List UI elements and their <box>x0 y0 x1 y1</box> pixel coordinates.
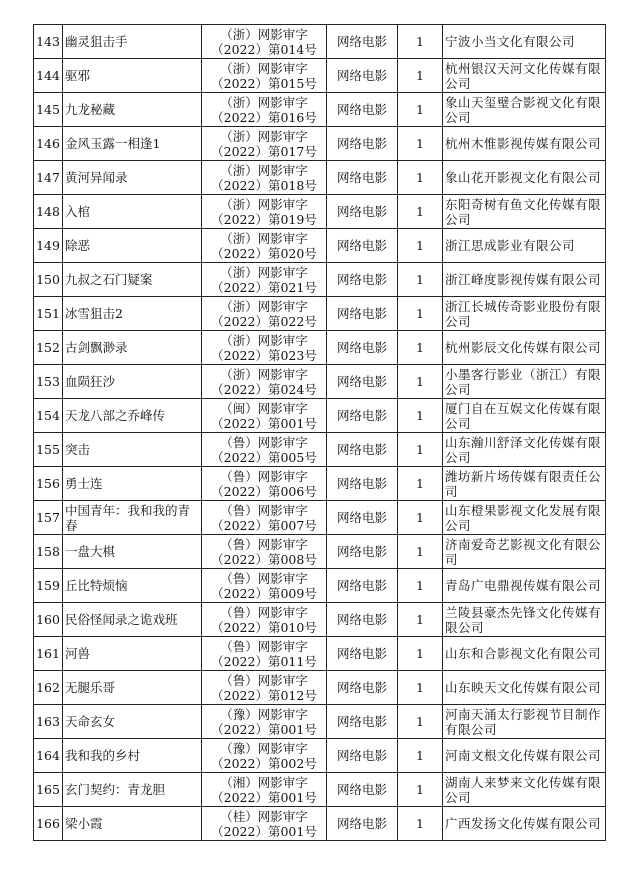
permit-number <box>202 25 327 59</box>
episode-count: 1 <box>398 807 443 841</box>
table-row <box>34 399 606 433</box>
production-company: 象山花开影视文化有限公司 <box>443 161 606 195</box>
film-type: 网络电影 <box>327 161 398 195</box>
table-row <box>34 603 606 637</box>
permit-line-1: （鲁）网影审字 <box>220 536 308 552</box>
permit-line-1: （鲁）网影审字 <box>220 434 308 450</box>
table-row <box>34 637 606 671</box>
film-title: 古剑飘渺录 <box>63 331 202 365</box>
permit-line-2: （2022）第009号 <box>211 585 317 601</box>
table-row <box>34 93 606 127</box>
production-company: 杭州银汉天河文化传媒有限公司 <box>443 59 606 93</box>
permit-line-1: （鲁）网影审字 <box>220 604 308 620</box>
film-type: 网络电影 <box>327 501 398 535</box>
permit-number <box>202 399 327 433</box>
permit-line-2: （2022）第001号 <box>211 721 317 737</box>
film-type: 网络电影 <box>327 229 398 263</box>
table-row <box>34 365 606 399</box>
episode-count: 1 <box>398 535 443 569</box>
permit-line-2: （2022）第014号 <box>211 41 317 57</box>
permit-number <box>202 501 327 535</box>
row-number: 143 <box>34 25 63 59</box>
episode-count: 1 <box>398 195 443 229</box>
production-company: 山东瀚川舒泽文化传媒有限公司 <box>443 433 606 467</box>
episode-count: 1 <box>398 127 443 161</box>
permit-line-2: （2022）第019号 <box>211 211 317 227</box>
production-company: 河南文根文化传媒有限公司 <box>443 739 606 773</box>
production-company: 山东橙果影视文化发展有限公司 <box>443 501 606 535</box>
film-title: 天命玄女 <box>63 705 202 739</box>
table-body <box>34 25 606 841</box>
permit-line-1: （浙）网影审字 <box>220 128 308 144</box>
permit-number <box>202 263 327 297</box>
table-row <box>34 773 606 807</box>
film-title: 丘比特烦恼 <box>63 569 202 603</box>
row-number: 152 <box>34 331 63 365</box>
permit-line-1: （浙）网影审字 <box>220 298 308 314</box>
permit-line-2: （2022）第021号 <box>211 279 317 295</box>
table-row <box>34 127 606 161</box>
film-type: 网络电影 <box>327 739 398 773</box>
permit-number <box>202 331 327 365</box>
table-row <box>34 671 606 705</box>
episode-count: 1 <box>398 433 443 467</box>
production-company: 宁波小当文化有限公司 <box>443 25 606 59</box>
film-type: 网络电影 <box>327 705 398 739</box>
row-number: 153 <box>34 365 63 399</box>
permit-number <box>202 569 327 603</box>
permit-line-1: （鲁）网影审字 <box>220 638 308 654</box>
film-title: 金风玉露一相逢1 <box>63 127 202 161</box>
row-number: 166 <box>34 807 63 841</box>
film-type: 网络电影 <box>327 365 398 399</box>
permit-line-1: （桂）网影审字 <box>220 808 308 824</box>
permit-number <box>202 637 327 671</box>
film-type: 网络电影 <box>327 263 398 297</box>
table-row <box>34 807 606 841</box>
row-number: 151 <box>34 297 63 331</box>
table-row <box>34 535 606 569</box>
film-type: 网络电影 <box>327 297 398 331</box>
film-title: 一盘大棋 <box>63 535 202 569</box>
permit-number <box>202 705 327 739</box>
permit-line-1: （豫）网影审字 <box>220 706 308 722</box>
film-type: 网络电影 <box>327 467 398 501</box>
production-company: 杭州影辰文化传媒有限公司 <box>443 331 606 365</box>
film-title: 血陨狂沙 <box>63 365 202 399</box>
production-company: 浙江峰度影视传媒有限公司 <box>443 263 606 297</box>
episode-count: 1 <box>398 399 443 433</box>
film-title: 突击 <box>63 433 202 467</box>
row-number: 163 <box>34 705 63 739</box>
production-company: 山东映天文化传媒有限公司 <box>443 671 606 705</box>
film-title: 河兽 <box>63 637 202 671</box>
permit-number <box>202 93 327 127</box>
permit-number <box>202 161 327 195</box>
table-row <box>34 739 606 773</box>
film-type: 网络电影 <box>327 671 398 705</box>
permit-line-1: （浙）网影审字 <box>220 196 308 212</box>
production-company: 青岛广电鼎视传媒有限公司 <box>443 569 606 603</box>
film-title: 中国青年：我和我的青春 <box>63 501 202 535</box>
permit-number <box>202 229 327 263</box>
production-company: 象山天玺璧合影视文化有限公司 <box>443 93 606 127</box>
row-number: 147 <box>34 161 63 195</box>
production-company: 浙江长城传奇影业股份有限公司 <box>443 297 606 331</box>
film-type: 网络电影 <box>327 433 398 467</box>
permit-number <box>202 365 327 399</box>
episode-count: 1 <box>398 569 443 603</box>
permit-number <box>202 603 327 637</box>
film-type: 网络电影 <box>327 59 398 93</box>
film-title: 入棺 <box>63 195 202 229</box>
permit-line-2: （2022）第006号 <box>211 483 317 499</box>
permit-line-1: （浙）网影审字 <box>220 94 308 110</box>
episode-count: 1 <box>398 467 443 501</box>
production-company: 湖南人来梦来文化传媒有限公司 <box>443 773 606 807</box>
row-number: 155 <box>34 433 63 467</box>
production-company: 济南爱奇艺影视文化有限公司 <box>443 535 606 569</box>
film-title: 九叔之石门疑案 <box>63 263 202 297</box>
film-type: 网络电影 <box>327 569 398 603</box>
row-number: 158 <box>34 535 63 569</box>
permit-number <box>202 671 327 705</box>
table-row <box>34 331 606 365</box>
permit-line-2: （2022）第020号 <box>211 245 317 261</box>
episode-count: 1 <box>398 297 443 331</box>
episode-count: 1 <box>398 637 443 671</box>
film-type: 网络电影 <box>327 637 398 671</box>
episode-count: 1 <box>398 773 443 807</box>
permit-line-1: （鲁）网影审字 <box>220 570 308 586</box>
film-type: 网络电影 <box>327 331 398 365</box>
film-title: 勇士连 <box>63 467 202 501</box>
permit-number <box>202 433 327 467</box>
permit-line-1: （鲁）网影审字 <box>220 672 308 688</box>
permit-line-1: （鲁）网影审字 <box>220 502 308 518</box>
film-title: 梁小霞 <box>63 807 202 841</box>
table-row <box>34 501 606 535</box>
table-row <box>34 25 606 59</box>
permit-line-2: （2022）第015号 <box>211 75 317 91</box>
episode-count: 1 <box>398 263 443 297</box>
production-company: 兰陵县豪杰先锋文化传媒有限公司 <box>443 603 606 637</box>
episode-count: 1 <box>398 229 443 263</box>
permit-number <box>202 807 327 841</box>
production-company: 山东和合影视文化有限公司 <box>443 637 606 671</box>
episode-count: 1 <box>398 603 443 637</box>
film-title: 黄河异闻录 <box>63 161 202 195</box>
table-row <box>34 705 606 739</box>
film-type: 网络电影 <box>327 807 398 841</box>
table-row <box>34 59 606 93</box>
row-number: 164 <box>34 739 63 773</box>
episode-count: 1 <box>398 671 443 705</box>
production-company: 浙江思成影业有限公司 <box>443 229 606 263</box>
film-registration-table <box>33 24 606 841</box>
row-number: 160 <box>34 603 63 637</box>
production-company: 广西发扬文化传媒有限公司 <box>443 807 606 841</box>
permit-line-2: （2022）第017号 <box>211 143 317 159</box>
film-title: 除恶 <box>63 229 202 263</box>
permit-line-1: （浙）网影审字 <box>220 332 308 348</box>
episode-count: 1 <box>398 705 443 739</box>
episode-count: 1 <box>398 331 443 365</box>
row-number: 165 <box>34 773 63 807</box>
film-type: 网络电影 <box>327 93 398 127</box>
row-number: 154 <box>34 399 63 433</box>
film-title: 幽灵狙击手 <box>63 25 202 59</box>
episode-count: 1 <box>398 501 443 535</box>
permit-line-2: （2022）第016号 <box>211 109 317 125</box>
film-type: 网络电影 <box>327 195 398 229</box>
permit-number <box>202 535 327 569</box>
production-company: 小墨客行影业（浙江）有限公司 <box>443 365 606 399</box>
table-row <box>34 297 606 331</box>
film-title: 民俗怪闻录之诡戏班 <box>63 603 202 637</box>
film-type: 网络电影 <box>327 535 398 569</box>
permit-line-2: （2022）第018号 <box>211 177 317 193</box>
film-type: 网络电影 <box>327 773 398 807</box>
permit-line-2: （2022）第023号 <box>211 347 317 363</box>
film-title: 我和我的乡村 <box>63 739 202 773</box>
film-title: 无腿乐哥 <box>63 671 202 705</box>
production-company: 河南天涌太行影视节目制作有限公司 <box>443 705 606 739</box>
episode-count: 1 <box>398 365 443 399</box>
permit-line-2: （2022）第001号 <box>211 823 317 839</box>
row-number: 150 <box>34 263 63 297</box>
permit-line-1: （鲁）网影审字 <box>220 468 308 484</box>
permit-line-1: （浙）网影审字 <box>220 26 308 42</box>
permit-number <box>202 467 327 501</box>
permit-number <box>202 773 327 807</box>
table-row <box>34 195 606 229</box>
permit-number <box>202 195 327 229</box>
permit-line-2: （2022）第001号 <box>211 415 317 431</box>
film-type: 网络电影 <box>327 399 398 433</box>
table-row <box>34 433 606 467</box>
production-company: 东阳奇树有鱼文化传媒有限公司 <box>443 195 606 229</box>
permit-line-1: （浙）网影审字 <box>220 230 308 246</box>
film-type: 网络电影 <box>327 25 398 59</box>
permit-number <box>202 59 327 93</box>
permit-line-1: （浙）网影审字 <box>220 60 308 76</box>
row-number: 156 <box>34 467 63 501</box>
permit-line-2: （2022）第010号 <box>211 619 317 635</box>
permit-line-2: （2022）第005号 <box>211 449 317 465</box>
permit-line-1: （闽）网影审字 <box>220 400 308 416</box>
episode-count: 1 <box>398 59 443 93</box>
permit-line-2: （2022）第008号 <box>211 551 317 567</box>
row-number: 162 <box>34 671 63 705</box>
permit-line-2: （2022）第007号 <box>211 517 317 533</box>
row-number: 157 <box>34 501 63 535</box>
production-company: 厦门自在互娱文化传媒有限公司 <box>443 399 606 433</box>
permit-number <box>202 297 327 331</box>
permit-line-2: （2022）第002号 <box>211 755 317 771</box>
table-row <box>34 161 606 195</box>
production-company: 潍坊新片场传媒有限责任公司 <box>443 467 606 501</box>
permit-line-1: （湘）网影审字 <box>220 774 308 790</box>
permit-line-1: （浙）网影审字 <box>220 366 308 382</box>
row-number: 149 <box>34 229 63 263</box>
episode-count: 1 <box>398 93 443 127</box>
table-row <box>34 263 606 297</box>
film-title: 驱邪 <box>63 59 202 93</box>
film-title: 冰雪狙击2 <box>63 297 202 331</box>
film-title: 九龙秘藏 <box>63 93 202 127</box>
permit-line-2: （2022）第012号 <box>211 687 317 703</box>
table-row <box>34 467 606 501</box>
row-number: 161 <box>34 637 63 671</box>
permit-line-2: （2022）第022号 <box>211 313 317 329</box>
film-type: 网络电影 <box>327 127 398 161</box>
permit-line-1: （浙）网影审字 <box>220 162 308 178</box>
permit-number <box>202 127 327 161</box>
permit-line-2: （2022）第011号 <box>211 653 317 669</box>
table-row <box>34 229 606 263</box>
permit-line-1: （浙）网影审字 <box>220 264 308 280</box>
permit-line-1: （豫）网影审字 <box>220 740 308 756</box>
row-number: 144 <box>34 59 63 93</box>
episode-count: 1 <box>398 161 443 195</box>
episode-count: 1 <box>398 739 443 773</box>
row-number: 148 <box>34 195 63 229</box>
film-type: 网络电影 <box>327 603 398 637</box>
permit-number <box>202 739 327 773</box>
episode-count: 1 <box>398 25 443 59</box>
film-title: 玄门契约：青龙胆 <box>63 773 202 807</box>
permit-line-2: （2022）第001号 <box>211 789 317 805</box>
permit-line-2: （2022）第024号 <box>211 381 317 397</box>
row-number: 159 <box>34 569 63 603</box>
row-number: 145 <box>34 93 63 127</box>
film-title: 天龙八部之乔峰传 <box>63 399 202 433</box>
production-company: 杭州木惟影视传媒有限公司 <box>443 127 606 161</box>
row-number: 146 <box>34 127 63 161</box>
table-row <box>34 569 606 603</box>
